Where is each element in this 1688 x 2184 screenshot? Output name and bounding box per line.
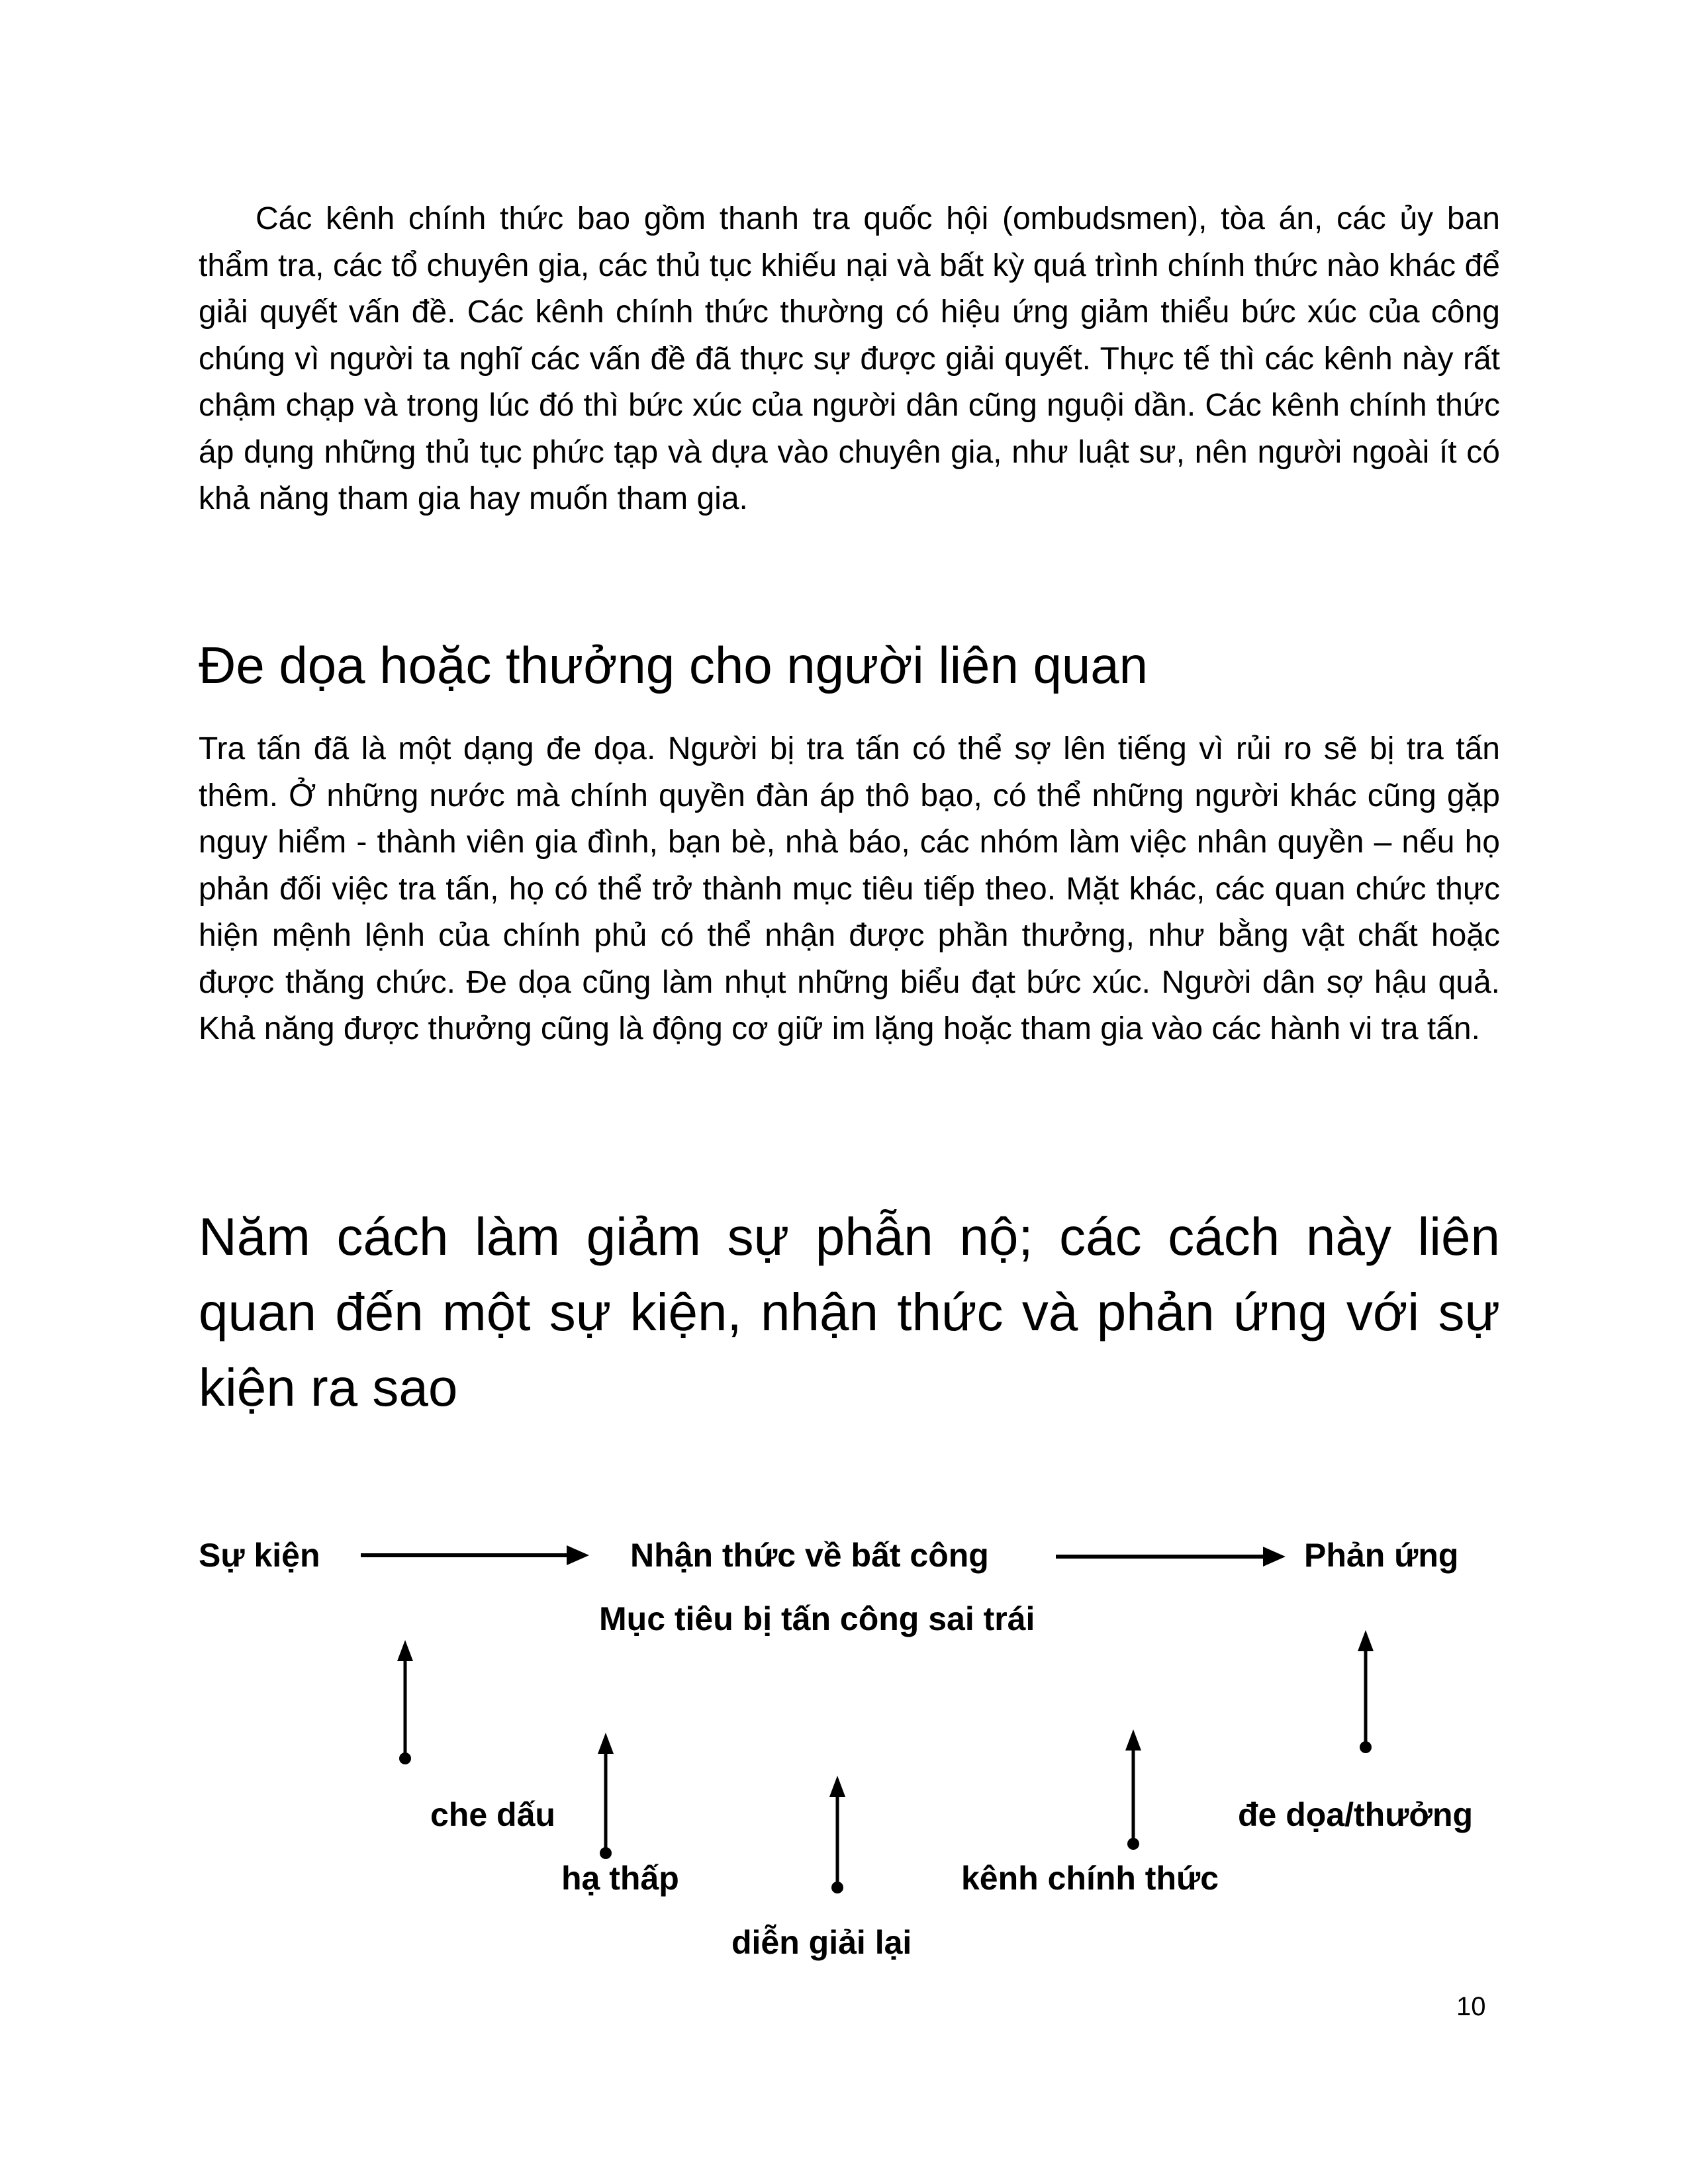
label-reinterpret: diễn giải lại (731, 1924, 912, 1961)
page-number: 10 (1456, 1992, 1486, 2021)
label-devalue: hạ thấp (561, 1860, 679, 1897)
label-event: Sự kiện (199, 1537, 320, 1574)
label-target: Mục tiêu bị tấn công sai trái (599, 1600, 1035, 1637)
paragraph-text: Tra tấn đã là một dạng đe dọa. Người bị tra tấn có thể sợ lên tiếng vì rủi ro sẽ bị tra tấn thêm. Ở những nước mà chính quyền đàn áp thô bạo, có thể những người khác cũng gặp nguy hiểm - thành viên gia đình, bạn bè, nhà báo, các nhóm làm việc nhân quyền – nếu họ phản đối việc tra tấn, họ có thể trở thành mục tiêu tiếp theo. Mặt khác, các quan chức thực hiện mệnh lệnh của chính phủ có thể nhận được phần thưởng, như bằng vật chất hoặc được thăng chức. Đe dọa cũng làm nhụt những biểu đạt bức xúc. Người dân sợ hậu quả. Khả năng được thưởng cũng là động cơ giữ im lặng hoặc tham gia vào các hành vi tra tấn. (199, 731, 1500, 1046)
arrow-event-to-perception (361, 1545, 589, 1565)
label-official-channels: kênh chính thức (961, 1860, 1219, 1897)
arrow-perception-to-reaction (1056, 1547, 1286, 1567)
arrow-intimidation-reward (1358, 1630, 1374, 1753)
paragraph-text: Các kênh chính thức bao gồm thanh tra quốc hội (ombudsmen), tòa án, các ủy ban thẩm tra, các tổ chuyên gia, các thủ tục khiếu nại và bất kỳ quá trình chính thức nào khác để giải quyết vấn đề. Các kênh chính thức thường có hiệu ứng giảm thiểu bức xúc của công chúng vì người ta nghĩ các vấn đề đã thực sự được giải quyết. Thực tế thì các kênh này rất chậm chạp và trong lúc đó thì bức xúc của người dân cũng nguội dần. Các kênh chính thức áp dụng những thủ tục phức tạp và dựa vào chuyên gia, như luật sư, nên người ngoài ít có khả năng tham gia hay muốn tham gia. (199, 201, 1500, 516)
heading-text: Năm cách làm giảm sự phẫn nộ; các cách này liên quan đến một sự kiện, nhận thức và phản ứng với sự kiện ra sao (199, 1207, 1500, 1417)
label-reaction: Phản ứng (1304, 1537, 1459, 1574)
arrow-reinterpret (829, 1776, 845, 1893)
label-perception: Nhận thức về bất công (630, 1537, 989, 1574)
heading-text: Đe dọa hoặc thưởng cho người liên quan (199, 636, 1149, 694)
arrow-official-channels (1125, 1729, 1141, 1850)
label-intimidation-reward: đe dọa/thưởng (1238, 1796, 1474, 1833)
arrow-cover-up (397, 1640, 413, 1764)
label-cover-up: che dấu (430, 1796, 555, 1833)
arrow-devalue (598, 1733, 614, 1859)
